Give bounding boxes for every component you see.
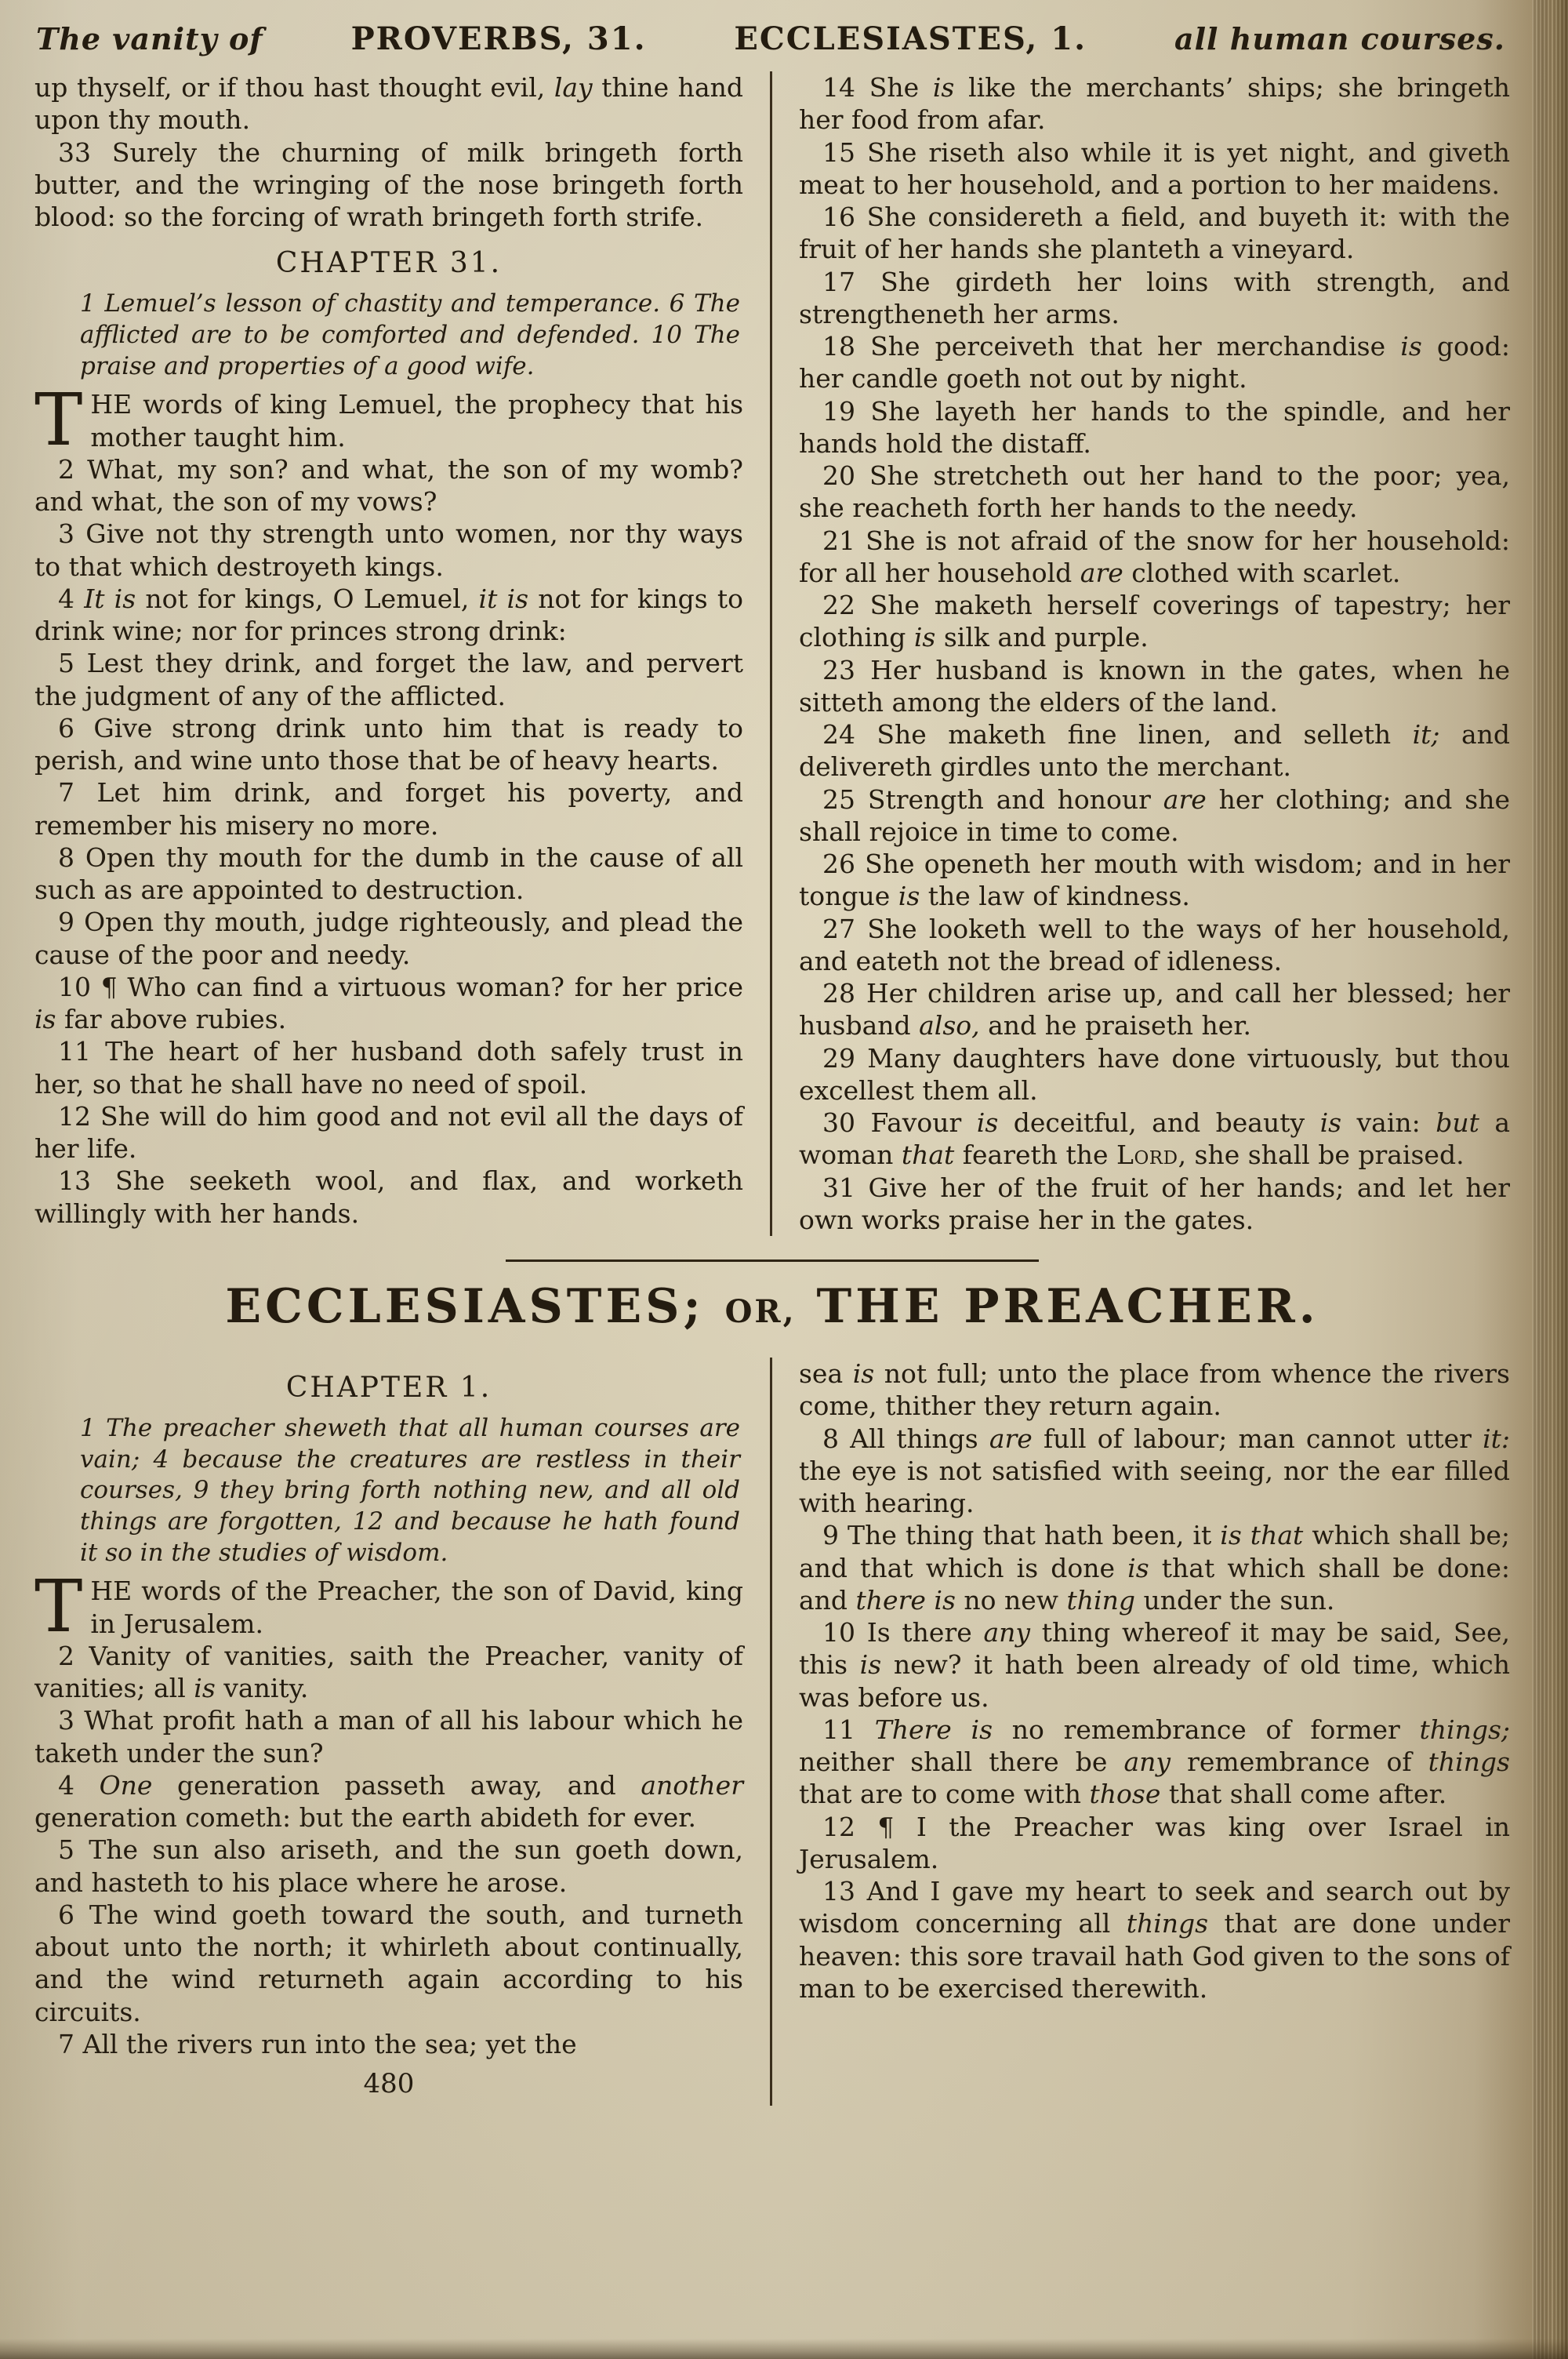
proverbs-right-column <box>772 71 1510 1236</box>
verse-paragraph: 7 All the rivers run into the sea; yet the <box>58 2028 577 2059</box>
verse-paragraph: 30 Favour is deceitful, and beauty is vain: but a woman that feareth the Lord, she shall be praised. <box>799 1107 1510 1171</box>
verse-paragraph: 17 She girdeth her loins with strength, and strengtheneth her arms. <box>799 266 1510 329</box>
verse-paragraph: 9 The thing that hath been, it is that which shall be; and that which is done is that which shall be done: and there is no new thing under the sun. <box>799 1520 1510 1616</box>
verse-paragraph: 4 It is not for kings, O Lemuel, it is not for kings to drink wine; nor for princes strong drink: <box>34 583 743 647</box>
continuation-paragraph: up thyself, or if thou hast thought evil, lay thine hand upon thy mouth. <box>34 72 743 136</box>
verse-paragraph: 27 She looketh well to the ways of her household, and eateth not the bread of idleness. <box>799 913 1510 976</box>
ecclesiastes-left-column <box>34 1358 772 2106</box>
verse-paragraph: 12 She will do him good and not evil all the days of her life. <box>34 1100 743 1165</box>
verse-paragraph: 2 Vanity of vanities, saith the Preacher, vanity of vanities; all is vanity. <box>34 1640 743 1704</box>
ecclesiastes-section <box>34 1358 1510 2106</box>
proverbs-section <box>34 71 1510 1236</box>
verse-paragraph: 6 The wind goeth toward the south, and turneth about unto the north; it whirleth about continually, and the wind returneth again according to his circuits. <box>34 1899 743 2027</box>
scan-shadow-bottom <box>0 2339 1568 2359</box>
verse-paragraph: 24 She maketh fine linen, and selleth it; and delivereth girdles unto the merchant. <box>799 719 1510 783</box>
running-header-book-ecclesiastes: ECCLESIASTES, 1. <box>734 20 1087 57</box>
verse-paragraph: 20 She stretcheth out her hand to the poor; yea, she reacheth forth her hands to the needy. <box>799 460 1510 524</box>
verse-paragraph-dropcap: THE words of king Lemuel, the prophecy that his mother taught him. <box>34 378 743 463</box>
proverbs-left-column <box>34 71 772 1236</box>
chapter-summary: 1 The preacher sheweth that all human courses are vain; 4 because the creatures are restless in their courses, 9 they bring forth nothing new, and all old things are forgotten, 12 and because he hath found it so in the studies of wisdom. <box>80 1414 740 1567</box>
verse-paragraph: 15 She riseth also while it is yet night, and giveth meat to her household, and a portion to her maidens. <box>799 136 1510 200</box>
verse-paragraph: 21 She is not afraid of the snow for her household: for all her household are clothed with scarlet. <box>799 525 1510 588</box>
continuation-paragraph: sea is not full; unto the place from whence the rivers come, thither they return again. <box>799 1358 1510 1422</box>
verse-paragraph: 6 Give strong drink unto him that is ready to perish, and wine unto those that be of heavy hearts. <box>34 712 743 776</box>
verse-paragraph: 31 Give her of the fruit of her hands; and let her own works praise her in the gates. <box>799 1172 1510 1235</box>
drop-cap-letter: T <box>34 1565 83 1649</box>
running-header <box>36 20 1505 57</box>
running-header-right: all human courses. <box>1174 21 1505 56</box>
verse-paragraph: 33 Surely the churning of milk bringeth forth butter, and the wringing of the nose bringeth forth blood: so the forcing of wrath bringeth forth strife. <box>34 136 743 232</box>
verse-paragraph: 5 The sun also ariseth, and the sun goeth down, and hasteth to his place where he arose. <box>34 1834 743 1898</box>
section-divider-rule <box>506 1259 1039 1262</box>
book-title-part-1: ECCLESIASTES; <box>225 1279 705 1334</box>
verse-paragraph: 13 And I gave my heart to seek and search out by wisdom concerning all things that are done under heaven: this sore travail hath God given to the sons of man to be exercised therewith. <box>799 1876 1510 2004</box>
verse-paragraph: 28 Her children arise up, and call her blessed; her husband also, and he praiseth her. <box>799 978 1510 1041</box>
verse-paragraph: 3 Give not thy strength unto women, nor thy ways to that which destroyeth kings. <box>34 518 743 582</box>
verse-paragraph: 9 Open thy mouth, judge righteously, and plead the cause of the poor and needy. <box>34 907 743 970</box>
verse-paragraph: 7 Let him drink, and forget his poverty, and remember his misery no more. <box>34 777 743 841</box>
verse-paragraph: 23 Her husband is known in the gates, when he sitteth among the elders of the land. <box>799 654 1510 718</box>
running-header-book-proverbs: PROVERBS, 31. <box>350 20 647 57</box>
verse-paragraph: 13 She seeketh wool, and flax, and worketh willingly with her hands. <box>34 1165 743 1229</box>
verse-paragraph: 11 There is no remembrance of former things; neither shall there be any remembrance of things that are to come with those that shall come after. <box>799 1714 1511 1810</box>
verse-paragraph: 29 Many daughters have done virtuously, but thou excellest them all. <box>799 1042 1510 1106</box>
chapter-heading: CHAPTER 31. <box>275 247 503 280</box>
verse-paragraph: 11 The heart of her husband doth safely trust in her, so that he shall have no need of spoil. <box>34 1036 743 1100</box>
ecclesiastes-book-title <box>34 1279 1510 1334</box>
verse-paragraph: 2 What, my son? and what, the son of my womb? and what, the son of my vows? <box>34 453 743 518</box>
verse-paragraph: 8 All things are full of labour; man cannot utter it: the eye is not satisfied with seeing, nor the ear filled with hearing. <box>799 1423 1510 1518</box>
verse-paragraph-dropcap: THE words of the Preacher, the son of David, king in Jerusalem. <box>34 1565 743 1649</box>
running-header-left: The vanity of <box>36 21 263 56</box>
verse-paragraph: 14 She is like the merchants’ ships; she bringeth her food from afar. <box>799 72 1510 136</box>
book-title-part-3: THE PREACHER. <box>816 1279 1319 1334</box>
chapter-heading: CHAPTER 1. <box>285 1372 492 1404</box>
verse-paragraph: 25 Strength and honour are her clothing; and she shall rejoice in time to come. <box>799 783 1510 847</box>
verse-paragraph: 16 She considereth a field, and buyeth it: with the fruit of her hands she planteth a vineyard. <box>799 202 1510 265</box>
verse-paragraph: 3 What profit hath a man of all his labour which he taketh under the sun? <box>34 1705 743 1768</box>
verse-paragraph: 10 ¶ Who can find a virtuous woman? for her price is far above rubies. <box>34 971 743 1035</box>
verse-paragraph: 22 She maketh herself coverings of tapestry; her clothing is silk and purple. <box>799 590 1510 653</box>
verse-paragraph: 26 She openeth her mouth with wisdom; and in her tongue is the law of kindness. <box>799 849 1510 912</box>
chapter-summary: 1 Lemuel’s lesson of chastity and temperance. 6 The afflicted are to be comforted and defended. 10 The praise and properties of a good wife. <box>80 289 740 380</box>
verse-paragraph: 19 She layeth her hands to the spindle, and her hands hold the distaff. <box>799 395 1510 459</box>
verse-paragraph: 18 She perceiveth that her merchandise is good: her candle goeth not out by night. <box>799 331 1510 394</box>
book-title-part-2: OR, <box>724 1293 797 1330</box>
page-number: 480 <box>363 2068 415 2100</box>
ecclesiastes-left-column-text <box>34 1370 743 2060</box>
ecclesiastes-right-column <box>772 1358 1510 2106</box>
verse-paragraph: 4 One generation passeth away, and another generation cometh: but the earth abideth for ever. <box>34 1769 743 1834</box>
verse-paragraph: 12 ¶ I the Preacher was king over Israel in Jerusalem. <box>799 1811 1510 1874</box>
verse-paragraph: 8 Open thy mouth for the dumb in the cause of all such as are appointed to destruction. <box>34 841 743 906</box>
drop-cap-letter: T <box>34 378 83 463</box>
verse-paragraph: 5 Lest they drink, and forget the law, and pervert the judgment of any of the afflicted. <box>34 648 743 711</box>
verse-paragraph: 10 Is there any thing whereof it may be said, See, this is new? it hath been already of old time, which was before us. <box>799 1617 1511 1713</box>
